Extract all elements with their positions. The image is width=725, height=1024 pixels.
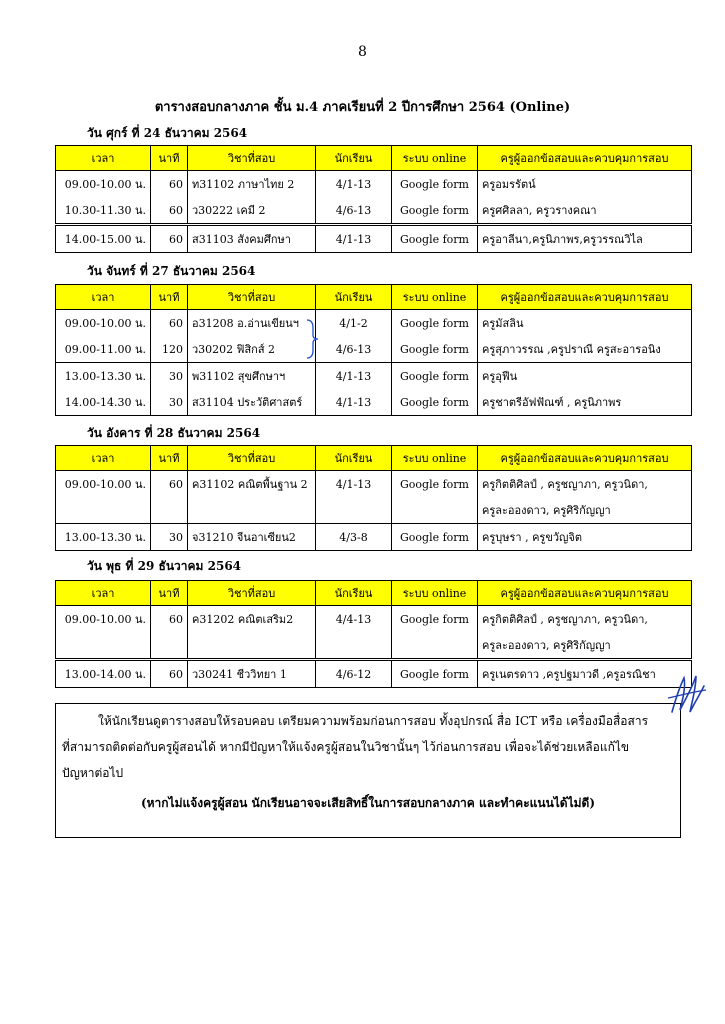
schedule-table-wednesday [55,580,692,688]
day-heading-monday: วัน จันทร์ ที่ 27 ธันวาคม 2564 [87,264,256,278]
cell-teachers-continued: ครูละอองดาว, ครูศิริกัญญา [478,497,692,524]
instructions-line-3: ปัญหาต่อไป [62,766,124,780]
header-time: เวลา [56,446,151,471]
cell-minutes: 30 [151,389,188,416]
day-heading-wednesday: วัน พุธ ที่ 29 ธันวาคม 2564 [87,559,242,573]
cell-minutes: 60 [151,310,188,337]
cell-time: 14.00-14.30 น. [56,389,151,416]
cell-system: Google form [392,171,478,198]
table-row [56,225,692,253]
table-row [56,389,692,416]
table-header-row [56,285,692,310]
cell-system: Google form [392,310,478,337]
cell-students: 4/6-13 [316,197,392,225]
table-row [56,197,692,225]
cell-time: 10.30-11.30 น. [56,197,151,225]
cell-time: 13.00-13.30 น. [56,524,151,551]
cell-students: 4/1-13 [316,225,392,253]
cell-teachers: ครูชาตรีอัฟฟัณฑ์ , ครูนิภาพร [478,389,692,416]
cell-students: 4/1-13 [316,389,392,416]
cell-students: 4/3-8 [316,524,392,551]
cell-subject: ค31102 คณิตพื้นฐาน 2 [188,471,316,498]
table-header-row [56,146,692,171]
cell-system: Google form [392,197,478,225]
table-header-row [56,446,692,471]
schedule-table-monday [55,284,692,416]
cell-system: Google form [392,363,478,390]
day-heading-friday: วัน ศุกร์ ที่ 24 ธันวาคม 2564 [87,126,248,140]
cell-subject: ท31102 ภาษาไทย 2 [188,171,316,198]
cell-time: 13.00-14.00 น. [56,660,151,688]
table-row-continuation [56,497,692,524]
table-row-continuation [56,632,692,660]
cell-students: 4/1-13 [316,471,392,498]
cell-teachers: ครูกิตติศิลป์ , ครูชญาภา, ครูวนิดา, [478,606,692,633]
cell-teachers-continued: ครูละอองดาว, ครูศิริกัญญา [478,632,692,660]
cell-minutes: 30 [151,363,188,390]
header-subject: วิชาที่สอบ [188,581,316,606]
header-students: นักเรียน [316,446,392,471]
cell-teachers: ครูศศิลลา, ครูวรางคณา [478,197,692,225]
cell-time: 09.00-11.00 น. [56,336,151,363]
header-minutes: นาที [151,285,188,310]
header-students: นักเรียน [316,581,392,606]
header-subject: วิชาที่สอบ [188,285,316,310]
cell-subject: จ31210 จีนอาเซียน2 [188,524,316,551]
header-subject: วิชาที่สอบ [188,146,316,171]
header-minutes: นาที [151,581,188,606]
cell-system: Google form [392,336,478,363]
cell-students: 4/1-13 [316,171,392,198]
cell-minutes: 60 [151,197,188,225]
header-minutes: นาที [151,446,188,471]
header-teachers: ครูผู้ออกข้อสอบและควบคุมการสอบ [478,146,692,171]
page-number: 8 [358,44,367,60]
header-minutes: นาที [151,146,188,171]
cell-students: 4/6-13 [316,336,392,363]
cell-subject: ส31103 สังคมศึกษา [188,225,316,253]
header-system: ระบบ online [392,446,478,471]
signature-mark [666,668,708,720]
header-teachers: ครูผู้ออกข้อสอบและควบคุมการสอบ [478,581,692,606]
cell-subject: ว30241 ชีววิทยา 1 [188,660,316,688]
header-students: นักเรียน [316,146,392,171]
header-time: เวลา [56,581,151,606]
cell-system: Google form [392,389,478,416]
cell-students: 4/1-13 [316,363,392,390]
page-title: ตารางสอบกลางภาค ชั้น ม.4 ภาคเรียนที่ 2 ปีการศึกษา 2564 (Online) [154,100,571,115]
header-students: นักเรียน [316,285,392,310]
table-header-row [56,581,692,606]
day-heading-tuesday: วัน อังคาร ที่ 28 ธันวาคม 2564 [87,426,261,440]
cell-teachers: ครูมัสลิน [478,310,692,337]
cell-students: 4/4-13 [316,606,392,633]
cell-system: Google form [392,225,478,253]
cell-teachers: ครูอมรรัตน์ [478,171,692,198]
instructions-line-2: ที่สามารถติดต่อกับครูผู้สอนได้ หากมีปัญหาให้แจ้งครูผู้สอนในวิชานั้นๆ ไว้ก่อนการสอบ เพื่อจะได้ช่วยเหลือแก้ไข [62,740,630,754]
instructions-line-1: ให้นักเรียนดูตารางสอบให้รอบคอบ เตรียมความพร้อมก่อนการสอบ ทั้งอุปกรณ์ สื่อ ICT หรือ เครื่องมือสื่อสาร [98,714,649,728]
header-time: เวลา [56,146,151,171]
table-row [56,524,692,551]
cell-subject: ส31104 ประวัติศาสตร์ [188,389,316,416]
table-row [56,660,692,688]
cell-system: Google form [392,471,478,498]
cell-time: 13.00-13.30 น. [56,363,151,390]
cell-teachers: ครูอาลีนา,ครูนิภาพร,ครูวรรณวิไล [478,225,692,253]
cell-subject: ว30222 เคมี 2 [188,197,316,225]
table-row [56,310,692,337]
cell-teachers: ครูสุภาวรรณ ,ครูปราณี ครูสะอารอนิง [478,336,692,363]
cell-teachers: ครูบุษรา , ครูขวัญจิต [478,524,692,551]
cell-minutes: 60 [151,660,188,688]
cell-minutes: 120 [151,336,188,363]
schedule-table-tuesday [55,445,692,551]
header-system: ระบบ online [392,146,478,171]
schedule-table-friday [55,145,692,253]
cell-system: Google form [392,524,478,551]
cell-minutes: 60 [151,606,188,633]
cell-subject: ค31202 คณิตเสริม2 [188,606,316,633]
cell-minutes: 60 [151,171,188,198]
cell-minutes: 30 [151,524,188,551]
instructions-warning: (หากไม่แจ้งครูผู้สอน นักเรียนอาจจะเสียสิทธิ์ในการสอบกลางภาค และทำคะแนนได้ไม่ดี) [140,796,596,810]
cell-time: 09.00-10.00 น. [56,171,151,198]
instructions-box [55,703,681,838]
table-row [56,363,692,390]
cell-teachers: ครูอุฟีน [478,363,692,390]
cell-system: Google form [392,606,478,633]
cell-subject: ว30202 ฟิสิกส์ 2 [188,336,316,363]
cell-time: 09.00-10.00 น. [56,310,151,337]
cell-time: 09.00-10.00 น. [56,606,151,633]
cell-system: Google form [392,660,478,688]
cell-time: 09.00-10.00 น. [56,471,151,498]
brace-mark [305,318,319,360]
table-row [56,471,692,498]
cell-subject: อ31208 อ.อ่านเขียนฯ [188,310,316,337]
cell-minutes: 60 [151,225,188,253]
header-subject: วิชาที่สอบ [188,446,316,471]
header-teachers: ครูผู้ออกข้อสอบและควบคุมการสอบ [478,446,692,471]
cell-minutes: 60 [151,471,188,498]
cell-teachers: ครูเนตรดาว ,ครูปฐมาวดี ,ครูอรณิชา [478,660,692,688]
header-time: เวลา [56,285,151,310]
table-row [56,606,692,633]
cell-subject: พ31102 สุขศึกษาฯ [188,363,316,390]
cell-time: 14.00-15.00 น. [56,225,151,253]
cell-students: 4/6-12 [316,660,392,688]
table-row [56,336,692,363]
header-system: ระบบ online [392,581,478,606]
header-system: ระบบ online [392,285,478,310]
cell-students: 4/1-2 [316,310,392,337]
header-teachers: ครูผู้ออกข้อสอบและควบคุมการสอบ [478,285,692,310]
cell-teachers: ครูกิตติศิลป์ , ครูชญาภา, ครูวนิดา, [478,471,692,498]
table-row [56,171,692,198]
